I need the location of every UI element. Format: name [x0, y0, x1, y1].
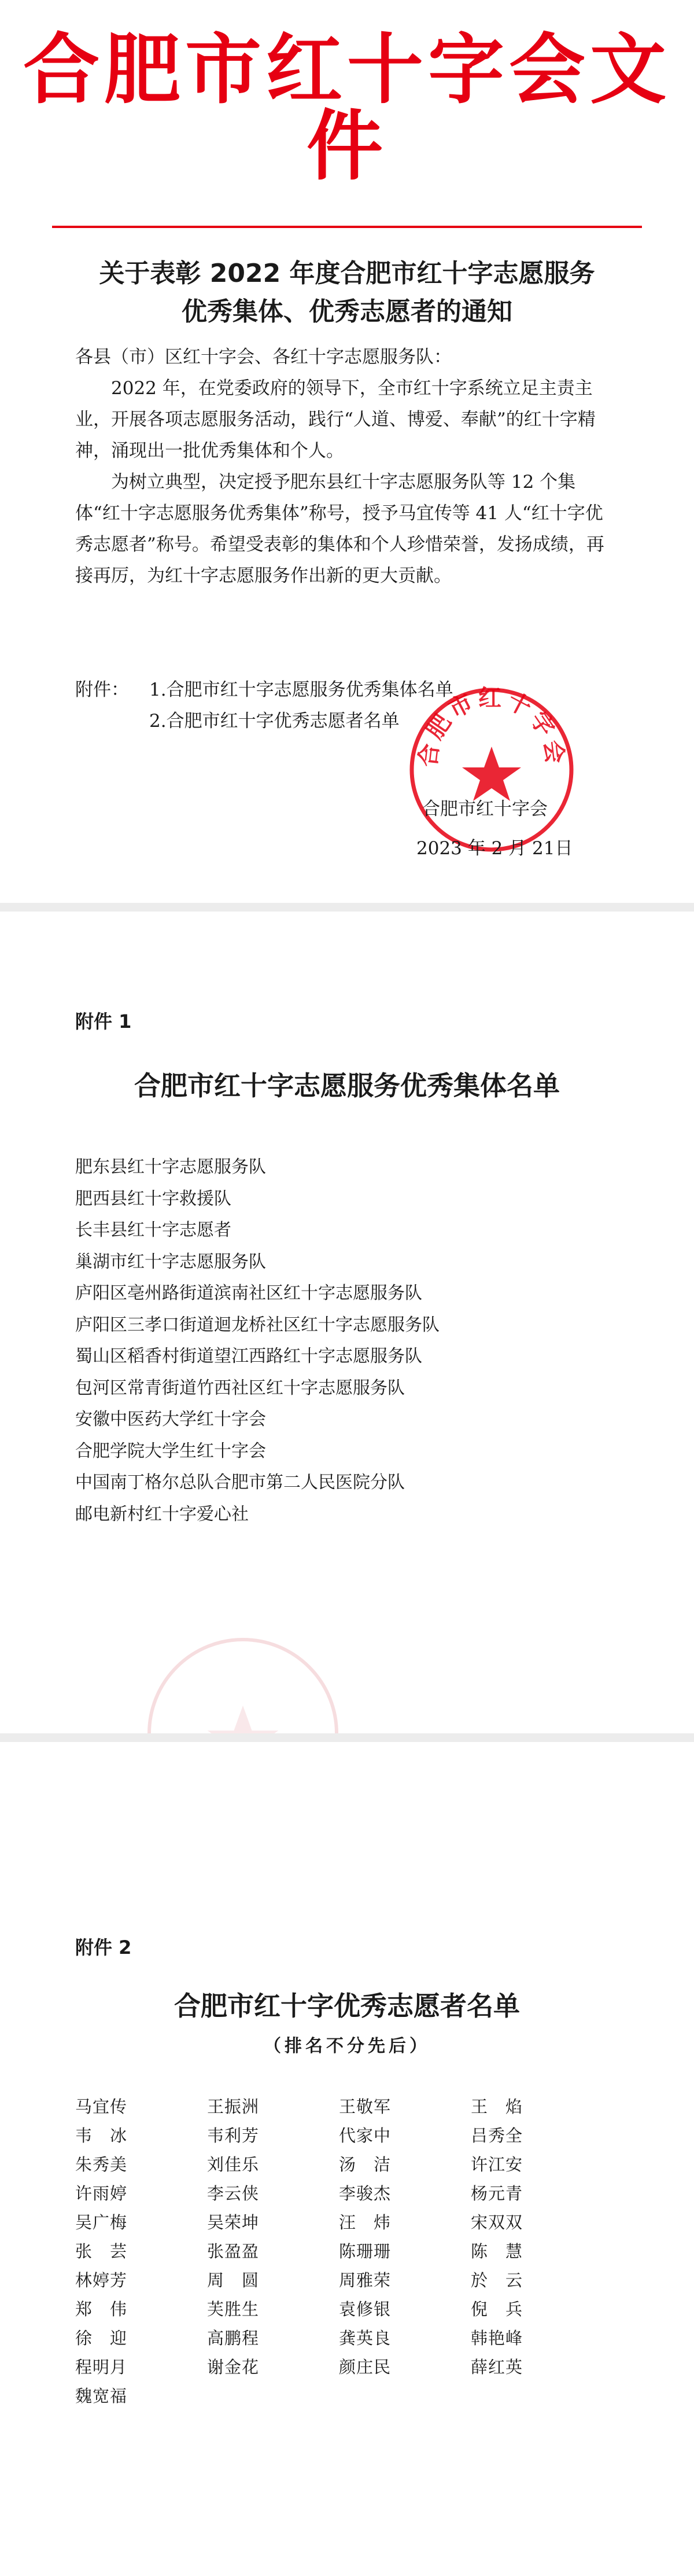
volunteer-name: 汪 炜 [339, 2213, 392, 2232]
volunteer-name: 王 焰 [471, 2097, 523, 2116]
list-item: 肥西县红十字救援队 [75, 1188, 231, 1209]
notice-page [0, 0, 694, 903]
list-item: 中国南丁格尔总队合肥市第二人民医院分队 [75, 1472, 405, 1493]
notice-body [75, 341, 619, 591]
volunteer-name: 王敬军 [339, 2097, 392, 2116]
paragraph-2: 为树立典型，决定授予肥东县红十字志愿服务队等 12 个集体“红十字志愿服务优秀集体”称号，授予马宜传等 41 人“红十字优秀志愿者”称号。希望受表彰的集体和个人珍惜荣誉，发扬成绩，再接再厉，为红十字志愿服务作出新的更大贡献。 [75, 472, 604, 586]
list-item: 肥东县红十字志愿服务队 [75, 1157, 266, 1177]
attachment-1-ref: 1.合肥市红十字志愿服务优秀集体名单 [149, 679, 453, 700]
volunteer-name: 芙胜生 [207, 2299, 260, 2319]
list-item: 巢湖市红十字志愿服务队 [75, 1251, 266, 1272]
volunteer-name: 薛红英 [471, 2357, 523, 2377]
red-seal-stamp [405, 683, 578, 857]
volunteer-name: 徐 迎 [75, 2328, 128, 2348]
volunteer-name: 周雅荣 [339, 2270, 392, 2290]
volunteers-list-subtitle: （排名不分先后） [264, 2036, 430, 2056]
volunteers-list-title: 合肥市红十字优秀志愿者名单 [174, 1990, 520, 2022]
notice-title-line2: 优秀集体、优秀志愿者的通知 [182, 297, 512, 326]
list-item: 安徽中医药大学红十字会 [75, 1409, 266, 1430]
volunteer-name: 韩艳峰 [471, 2328, 523, 2348]
volunteer-name: 颜庄民 [339, 2357, 392, 2377]
notice-title-line1: 关于表彰 2022 年度合肥市红十字志愿服务 [99, 259, 595, 288]
volunteer-name: 吴广梅 [75, 2213, 128, 2232]
list-item: 合肥学院大学生红十字会 [75, 1440, 266, 1461]
volunteer-name: 林婷芳 [75, 2270, 128, 2290]
volunteer-name: 许江安 [471, 2155, 523, 2174]
volunteer-name: 周 圆 [207, 2270, 260, 2290]
issue-date: 2023 年 2 月 21日 [416, 838, 573, 859]
list-item: 蜀山区稻香村街道望江西路红十字志愿服务队 [75, 1346, 422, 1366]
attachment-2-ref: 2.合肥市红十字优秀志愿者名单 [149, 711, 400, 732]
volunteer-name: 张盈盈 [207, 2241, 260, 2261]
notice-title [0, 255, 694, 331]
volunteer-name: 吴荣坤 [207, 2213, 260, 2232]
volunteer-name: 陈 慧 [471, 2241, 523, 2261]
list-item: 庐阳区亳州路街道滨南社区红十字志愿服务队 [75, 1283, 422, 1303]
volunteer-name: 刘佳乐 [207, 2155, 260, 2174]
volunteer-name: 王振洲 [207, 2097, 260, 2116]
paragraph-1: 2022 年，在党委政府的领导下，全市红十字系统立足主责主业，开展各项志愿服务活动，践行“人道、博爱、奉献”的红十字精神，涌现出一批优秀集体和个人。 [75, 378, 596, 461]
collectives-list-title: 合肥市红十字志愿服务优秀集体名单 [134, 1070, 560, 1101]
volunteer-name: 谢金花 [207, 2357, 260, 2377]
issuer-name: 合肥市红十字会 [422, 799, 548, 820]
volunteer-name: 袁修银 [339, 2299, 392, 2319]
volunteer-name: 龚英良 [339, 2328, 392, 2348]
volunteer-name: 马宜传 [75, 2097, 128, 2116]
attachments-label: 附件： [75, 679, 129, 700]
volunteer-name: 陈珊珊 [339, 2241, 392, 2261]
volunteer-name: 杨元青 [471, 2184, 523, 2203]
letterhead: 合肥市红十字会文件 [23, 25, 671, 191]
volunteer-name: 宋双双 [471, 2213, 523, 2232]
list-item: 包河区常青街道竹西社区红十字志愿服务队 [75, 1377, 405, 1398]
volunteer-name: 李骏杰 [339, 2184, 392, 2203]
list-item: 庐阳区三孝口街道迴龙桥社区红十字志愿服务队 [75, 1314, 440, 1335]
attachment-1-label: 附件 1 [75, 1010, 132, 1032]
volunteer-name: 倪 兵 [471, 2299, 523, 2319]
volunteer-name: 韦利芳 [207, 2126, 260, 2145]
volunteer-name: 朱秀美 [75, 2155, 128, 2174]
attachment-2-label: 附件 2 [75, 1936, 132, 1958]
volunteer-name: 郑 伟 [75, 2299, 128, 2319]
volunteer-name: 张 芸 [75, 2241, 128, 2261]
volunteer-name: 汤 洁 [339, 2155, 392, 2174]
volunteer-name: 代家中 [339, 2126, 392, 2145]
volunteers-grid [75, 2092, 603, 2410]
seal-text: 合肥市红十字会 [415, 685, 569, 769]
red-divider-line [52, 226, 642, 228]
volunteer-name: 李云侠 [207, 2184, 260, 2203]
list-item: 长丰县红十字志愿者 [75, 1220, 231, 1240]
volunteer-name: 韦 冰 [75, 2126, 128, 2145]
faint-seal-impression [139, 1629, 347, 1733]
volunteer-name: 程明月 [75, 2357, 128, 2377]
volunteer-name: 许雨婷 [75, 2184, 128, 2203]
collectives-list [75, 1152, 642, 1530]
volunteer-name: 吕秀全 [471, 2126, 523, 2145]
volunteer-name: 於 云 [471, 2270, 523, 2290]
list-item: 邮电新村红十字爱心社 [75, 1504, 249, 1524]
volunteer-name: 高鹏程 [207, 2328, 260, 2348]
volunteer-name: 魏宽福 [75, 2386, 128, 2406]
salutation: 各县（市）区红十字会、各红十字志愿服务队： [75, 347, 452, 368]
